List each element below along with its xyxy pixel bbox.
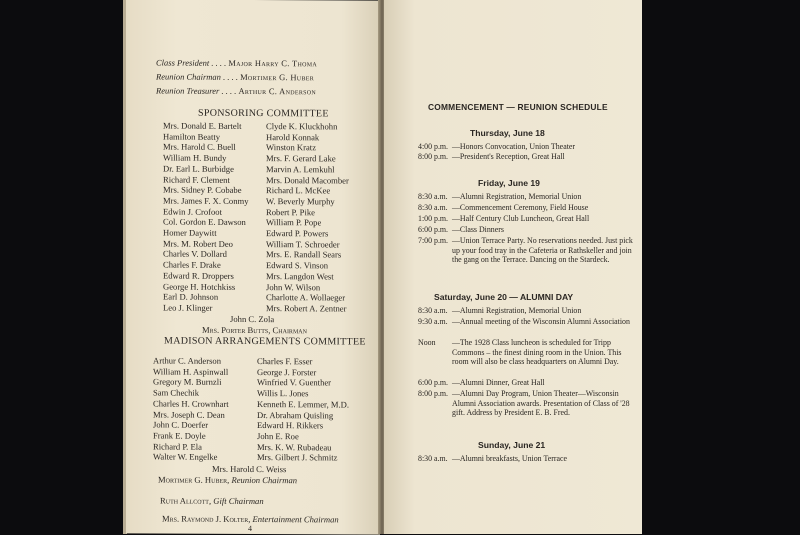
committee-member: Charlotte A. Wollaeger <box>266 292 346 303</box>
committee-member: Edwin J. Crofoot <box>163 206 222 217</box>
committee-member: Homer Daywitt <box>163 227 217 238</box>
entertainment-chairman: Mrs. Raymond J. Kolter, Entertainment Chairman <box>162 513 339 525</box>
gift-chairman: Ruth Allcott, Gift Chairman <box>160 495 264 507</box>
sponsoring-chairman: Mrs. Porter Butts, Chairman <box>202 324 307 336</box>
committee-member: John C. Doerfer <box>153 419 209 430</box>
schedule-event: 6:00 p.m. —Class Dinners <box>418 225 504 234</box>
committee-member: Mrs. F. Gerard Lake <box>266 153 336 164</box>
committee-member: William T. Schroeder <box>266 238 340 250</box>
committee-member: Clyde K. Kluckhohn <box>266 121 338 132</box>
committee-member: Edward P. Powers <box>266 228 329 239</box>
committee-member: Hamilton Beatty <box>163 131 221 142</box>
schedule-event: 1:00 p.m. —Half Century Club Luncheon, Great Hall <box>418 214 590 223</box>
committee-member: Mrs. E. Randall Sears <box>266 249 342 260</box>
schedule-title: COMMENCEMENT — REUNION SCHEDULE <box>428 102 608 112</box>
committee-member: Winston Kratz <box>266 142 317 153</box>
committee-member: Charles F. Esser <box>257 356 313 367</box>
committee-member: Charles H. Crownhart <box>153 398 229 409</box>
madison-col-1 <box>153 355 229 462</box>
sponsoring-col-1 <box>163 121 249 314</box>
schedule-event: Noon —The 1928 Class luncheon is scheduled for Tripp Commons – the finest dining room in the Union. This room will also be class headquarters on Alumni Day. <box>418 338 622 367</box>
committee-member: George H. Hotchkiss <box>163 281 236 292</box>
day-heading-friday: Friday, June 19 <box>478 178 540 188</box>
committee-member: Mrs. Robert A. Zentner <box>266 303 347 314</box>
committee-member: Edward S. Vinson <box>266 260 329 271</box>
schedule-event: 8:30 a.m. —Alumni Registration, Memorial Union <box>418 306 582 315</box>
schedule-event: 8:30 a.m. —Alumni breakfasts, Union Terrace <box>418 454 567 463</box>
page-number: 4 <box>248 523 252 533</box>
sponsoring-col-2 <box>266 121 349 314</box>
schedule-event: 8:30 a.m. —Alumni Registration, Memorial Union <box>418 192 582 201</box>
schedule-event: 8:00 p.m. —President's Reception, Great Hall <box>418 152 565 161</box>
officer-treasurer: Reunion Treasurer . . . . Arthur C. Anderson <box>156 85 317 97</box>
committee-member: William P. Pope <box>266 217 322 228</box>
day-heading-sunday: Sunday, June 21 <box>478 440 546 450</box>
committee-member: Mrs. Donald Macomber <box>266 174 349 186</box>
committee-member: Arthur C. Anderson <box>153 355 222 366</box>
schedule-event: 9:30 a.m. —Annual meeting of the Wisconsin Alumni Association <box>418 317 630 326</box>
committee-member: George J. Forster <box>257 366 317 378</box>
committee-member: William H. Aspinwall <box>153 366 229 377</box>
committee-member: Robert P. Pike <box>266 206 315 217</box>
committee-member: Mrs. K. W. Rubadeau <box>257 441 332 453</box>
committee-member: Sam Chechik <box>153 387 200 398</box>
committee-member: W. Beverly Murphy <box>266 195 335 207</box>
sponsoring-last-member: John C. Zola <box>230 313 275 325</box>
committee-member: Charles F. Drake <box>163 259 221 270</box>
committee-member: Willis L. Jones <box>257 388 309 399</box>
left-page <box>126 0 380 535</box>
committee-member: William H. Bundy <box>163 152 227 163</box>
schedule-event: 7:00 p.m. —Union Terrace Party. No reservations needed. Just pick up your food tray in the Cafeteria or Rathskeller and join the gang on the Terrace. Dancing on the Stardeck. <box>418 236 633 265</box>
committee-member: John E. Roe <box>257 430 299 442</box>
committee-member: Mrs. Sidney P. Cobabe <box>163 184 242 196</box>
committee-member: Charles V. Dollard <box>163 248 227 260</box>
committee-member: Edward H. Rikkers <box>257 420 324 431</box>
sponsoring-heading: SPONSORING COMMITTEE <box>198 107 329 120</box>
committee-member: Leo J. Klinger <box>163 302 213 313</box>
committee-member: Dr. Earl L. Burbidge <box>163 163 234 174</box>
day-heading-thursday: Thursday, June 18 <box>470 128 545 138</box>
schedule-event: 8:00 p.m. —Alumni Day Program, Union Theater—Wisconsin Alumni Association awards. Presentation of Class of '28 gift. Address by President E. B. Fred. <box>418 389 630 418</box>
committee-member: Richard P. Ela <box>153 441 202 452</box>
committee-member: Harold Konnak <box>266 131 320 143</box>
committee-member: Richard F. Clement <box>163 174 230 185</box>
schedule-event: 4:00 p.m. —Honors Convocation, Union Theater <box>418 142 576 151</box>
madison-last-member: Mrs. Harold C. Weiss <box>212 463 287 475</box>
madison-chairman: Mortimer G. Huber, Reunion Chairman <box>158 474 298 486</box>
committee-member: Mrs. Langdon West <box>266 270 334 282</box>
schedule-event: 6:00 p.m. —Alumni Dinner, Great Hall <box>418 378 545 387</box>
madison-col-2 <box>257 356 349 464</box>
officer-president: Class President . . . . Major Harry C. Thoma <box>156 57 318 69</box>
committee-member: Earl D. Johnson <box>163 291 219 303</box>
right-page <box>384 0 642 534</box>
committee-member: Frank E. Doyle <box>153 430 206 441</box>
committee-member: Gregory M. Burnzli <box>153 376 222 388</box>
committee-member: Winfried V. Guenther <box>257 377 332 388</box>
committee-member: John W. Wilson <box>266 281 321 292</box>
committee-member: Mrs. James F. X. Conmy <box>163 195 249 206</box>
committee-member: Mrs. Gilbert J. Schmitz <box>257 452 338 463</box>
committee-member: Dr. Abraham Quisling <box>257 409 334 420</box>
committee-member: Kenneth E. Lemmer, M.D. <box>257 398 350 410</box>
committee-member: Col. Gordon E. Dawson <box>163 216 246 228</box>
madison-heading: MADISON ARRANGEMENTS COMMITTEE <box>164 335 366 348</box>
committee-member: Mrs. Donald E. Bartelt <box>163 120 242 131</box>
schedule-event: 8:30 a.m. —Commencement Ceremony, Field House <box>418 203 589 212</box>
committee-member: Edward R. Droppers <box>163 270 234 281</box>
committee-member: Walter W. Engelke <box>153 451 218 463</box>
committee-member: Mrs. Joseph C. Dean <box>153 408 225 420</box>
committee-member: Richard L. McKee <box>266 185 331 196</box>
officer-reunion-chairman: Reunion Chairman . . . . Mortimer G. Huber <box>156 71 315 83</box>
day-heading-saturday: Saturday, June 20 — ALUMNI DAY <box>434 292 574 302</box>
committee-member: Marvin A. Lemkuhl <box>266 163 335 175</box>
committee-member: Mrs. Harold C. Buell <box>163 141 236 153</box>
committee-member: Mrs. M. Robert Deo <box>163 238 233 249</box>
